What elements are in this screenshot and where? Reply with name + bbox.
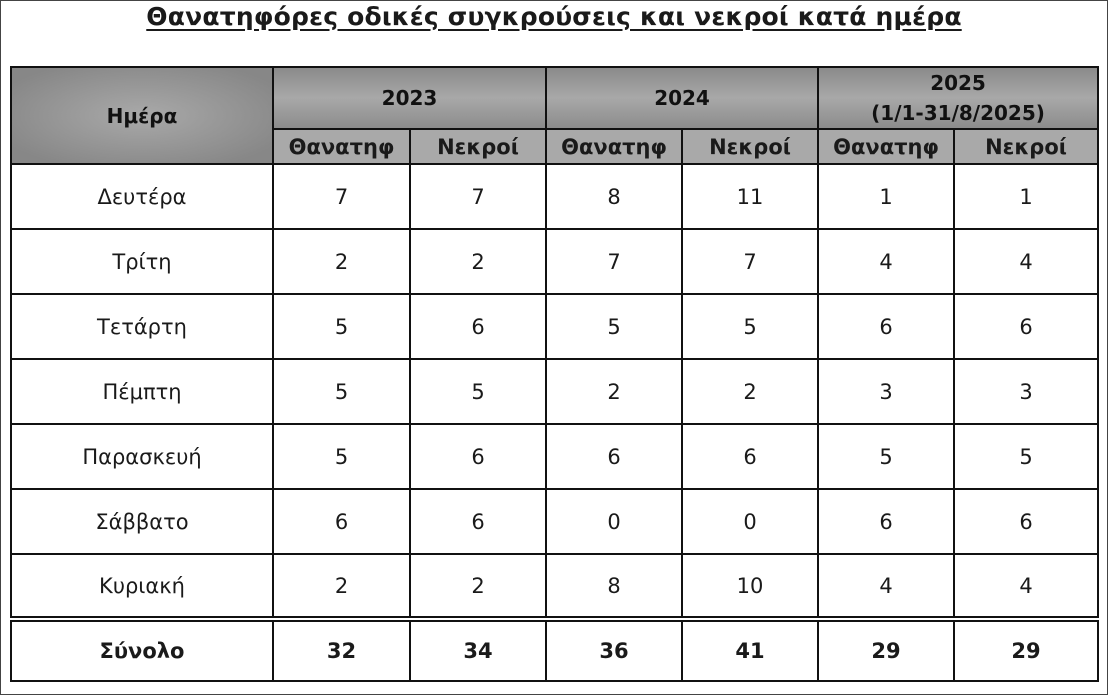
- day-cell: Δευτέρα: [11, 164, 273, 229]
- value-cell: 4: [954, 554, 1098, 619]
- day-cell: Πέμπτη: [11, 359, 273, 424]
- value-cell: 1: [818, 164, 954, 229]
- day-cell: Τετάρτη: [11, 294, 273, 359]
- col-dead-2023: Νεκροί: [410, 129, 546, 164]
- day-column-header: Ημέρα: [11, 67, 273, 164]
- col-fatal-2024: Θανατηφ: [546, 129, 682, 164]
- table-row: [11, 424, 1098, 489]
- value-cell: 5: [818, 424, 954, 489]
- col-fatal-2025: Θανατηφ: [818, 129, 954, 164]
- day-cell: Παρασκευή: [11, 424, 273, 489]
- table-row: [11, 489, 1098, 554]
- value-cell: 5: [273, 294, 410, 359]
- value-cell: 2: [410, 554, 546, 619]
- value-cell: 11: [682, 164, 818, 229]
- value-cell: 6: [546, 424, 682, 489]
- value-cell: 2: [682, 359, 818, 424]
- total-cell: 34: [410, 619, 546, 681]
- value-cell: 8: [546, 554, 682, 619]
- value-cell: 2: [546, 359, 682, 424]
- value-cell: 2: [273, 229, 410, 294]
- value-cell: 7: [273, 164, 410, 229]
- total-cell: 29: [818, 619, 954, 681]
- value-cell: 1: [954, 164, 1098, 229]
- year-header-2025: [818, 67, 1098, 129]
- value-cell: 6: [682, 424, 818, 489]
- total-cell: 36: [546, 619, 682, 681]
- value-cell: 6: [410, 489, 546, 554]
- value-cell: 6: [410, 294, 546, 359]
- table-row: [11, 359, 1098, 424]
- year-header-2025-label: 2025: [930, 71, 986, 95]
- value-cell: 0: [682, 489, 818, 554]
- value-cell: 5: [410, 359, 546, 424]
- day-cell: Κυριακή: [11, 554, 273, 619]
- value-cell: 8: [546, 164, 682, 229]
- year-header-2025-period: (1/1-31/8/2025): [871, 101, 1045, 125]
- value-cell: 6: [818, 489, 954, 554]
- value-cell: 5: [273, 359, 410, 424]
- value-cell: 7: [682, 229, 818, 294]
- document-title: Θανατηφόρες οδικές συγκρούσεις και νεκροί κατά ημέρα: [146, 2, 962, 31]
- value-cell: 7: [410, 164, 546, 229]
- total-row: [11, 619, 1098, 681]
- value-cell: 5: [546, 294, 682, 359]
- value-cell: 4: [954, 229, 1098, 294]
- value-cell: 10: [682, 554, 818, 619]
- table-row: [11, 229, 1098, 294]
- col-dead-2025: Νεκροί: [954, 129, 1098, 164]
- col-dead-2024: Νεκροί: [682, 129, 818, 164]
- year-header-2023: 2023: [273, 67, 546, 129]
- table-row: [11, 294, 1098, 359]
- total-label: Σύνολο: [11, 619, 273, 681]
- day-cell: Σάββατο: [11, 489, 273, 554]
- col-fatal-2023: Θανατηφ: [273, 129, 410, 164]
- value-cell: 5: [682, 294, 818, 359]
- value-cell: 7: [546, 229, 682, 294]
- value-cell: 2: [410, 229, 546, 294]
- value-cell: 5: [273, 424, 410, 489]
- statistics-table: [10, 66, 1099, 682]
- day-cell: Τρίτη: [11, 229, 273, 294]
- value-cell: 3: [954, 359, 1098, 424]
- total-cell: 41: [682, 619, 818, 681]
- total-cell: 32: [273, 619, 410, 681]
- value-cell: 4: [818, 554, 954, 619]
- table-row: [11, 164, 1098, 229]
- value-cell: 6: [818, 294, 954, 359]
- value-cell: 5: [954, 424, 1098, 489]
- value-cell: 4: [818, 229, 954, 294]
- value-cell: 3: [818, 359, 954, 424]
- value-cell: 6: [273, 489, 410, 554]
- year-header-2024: 2024: [546, 67, 818, 129]
- value-cell: 6: [410, 424, 546, 489]
- table-row: [11, 554, 1098, 619]
- value-cell: 2: [273, 554, 410, 619]
- value-cell: 6: [954, 489, 1098, 554]
- value-cell: 0: [546, 489, 682, 554]
- value-cell: 6: [954, 294, 1098, 359]
- total-cell: 29: [954, 619, 1098, 681]
